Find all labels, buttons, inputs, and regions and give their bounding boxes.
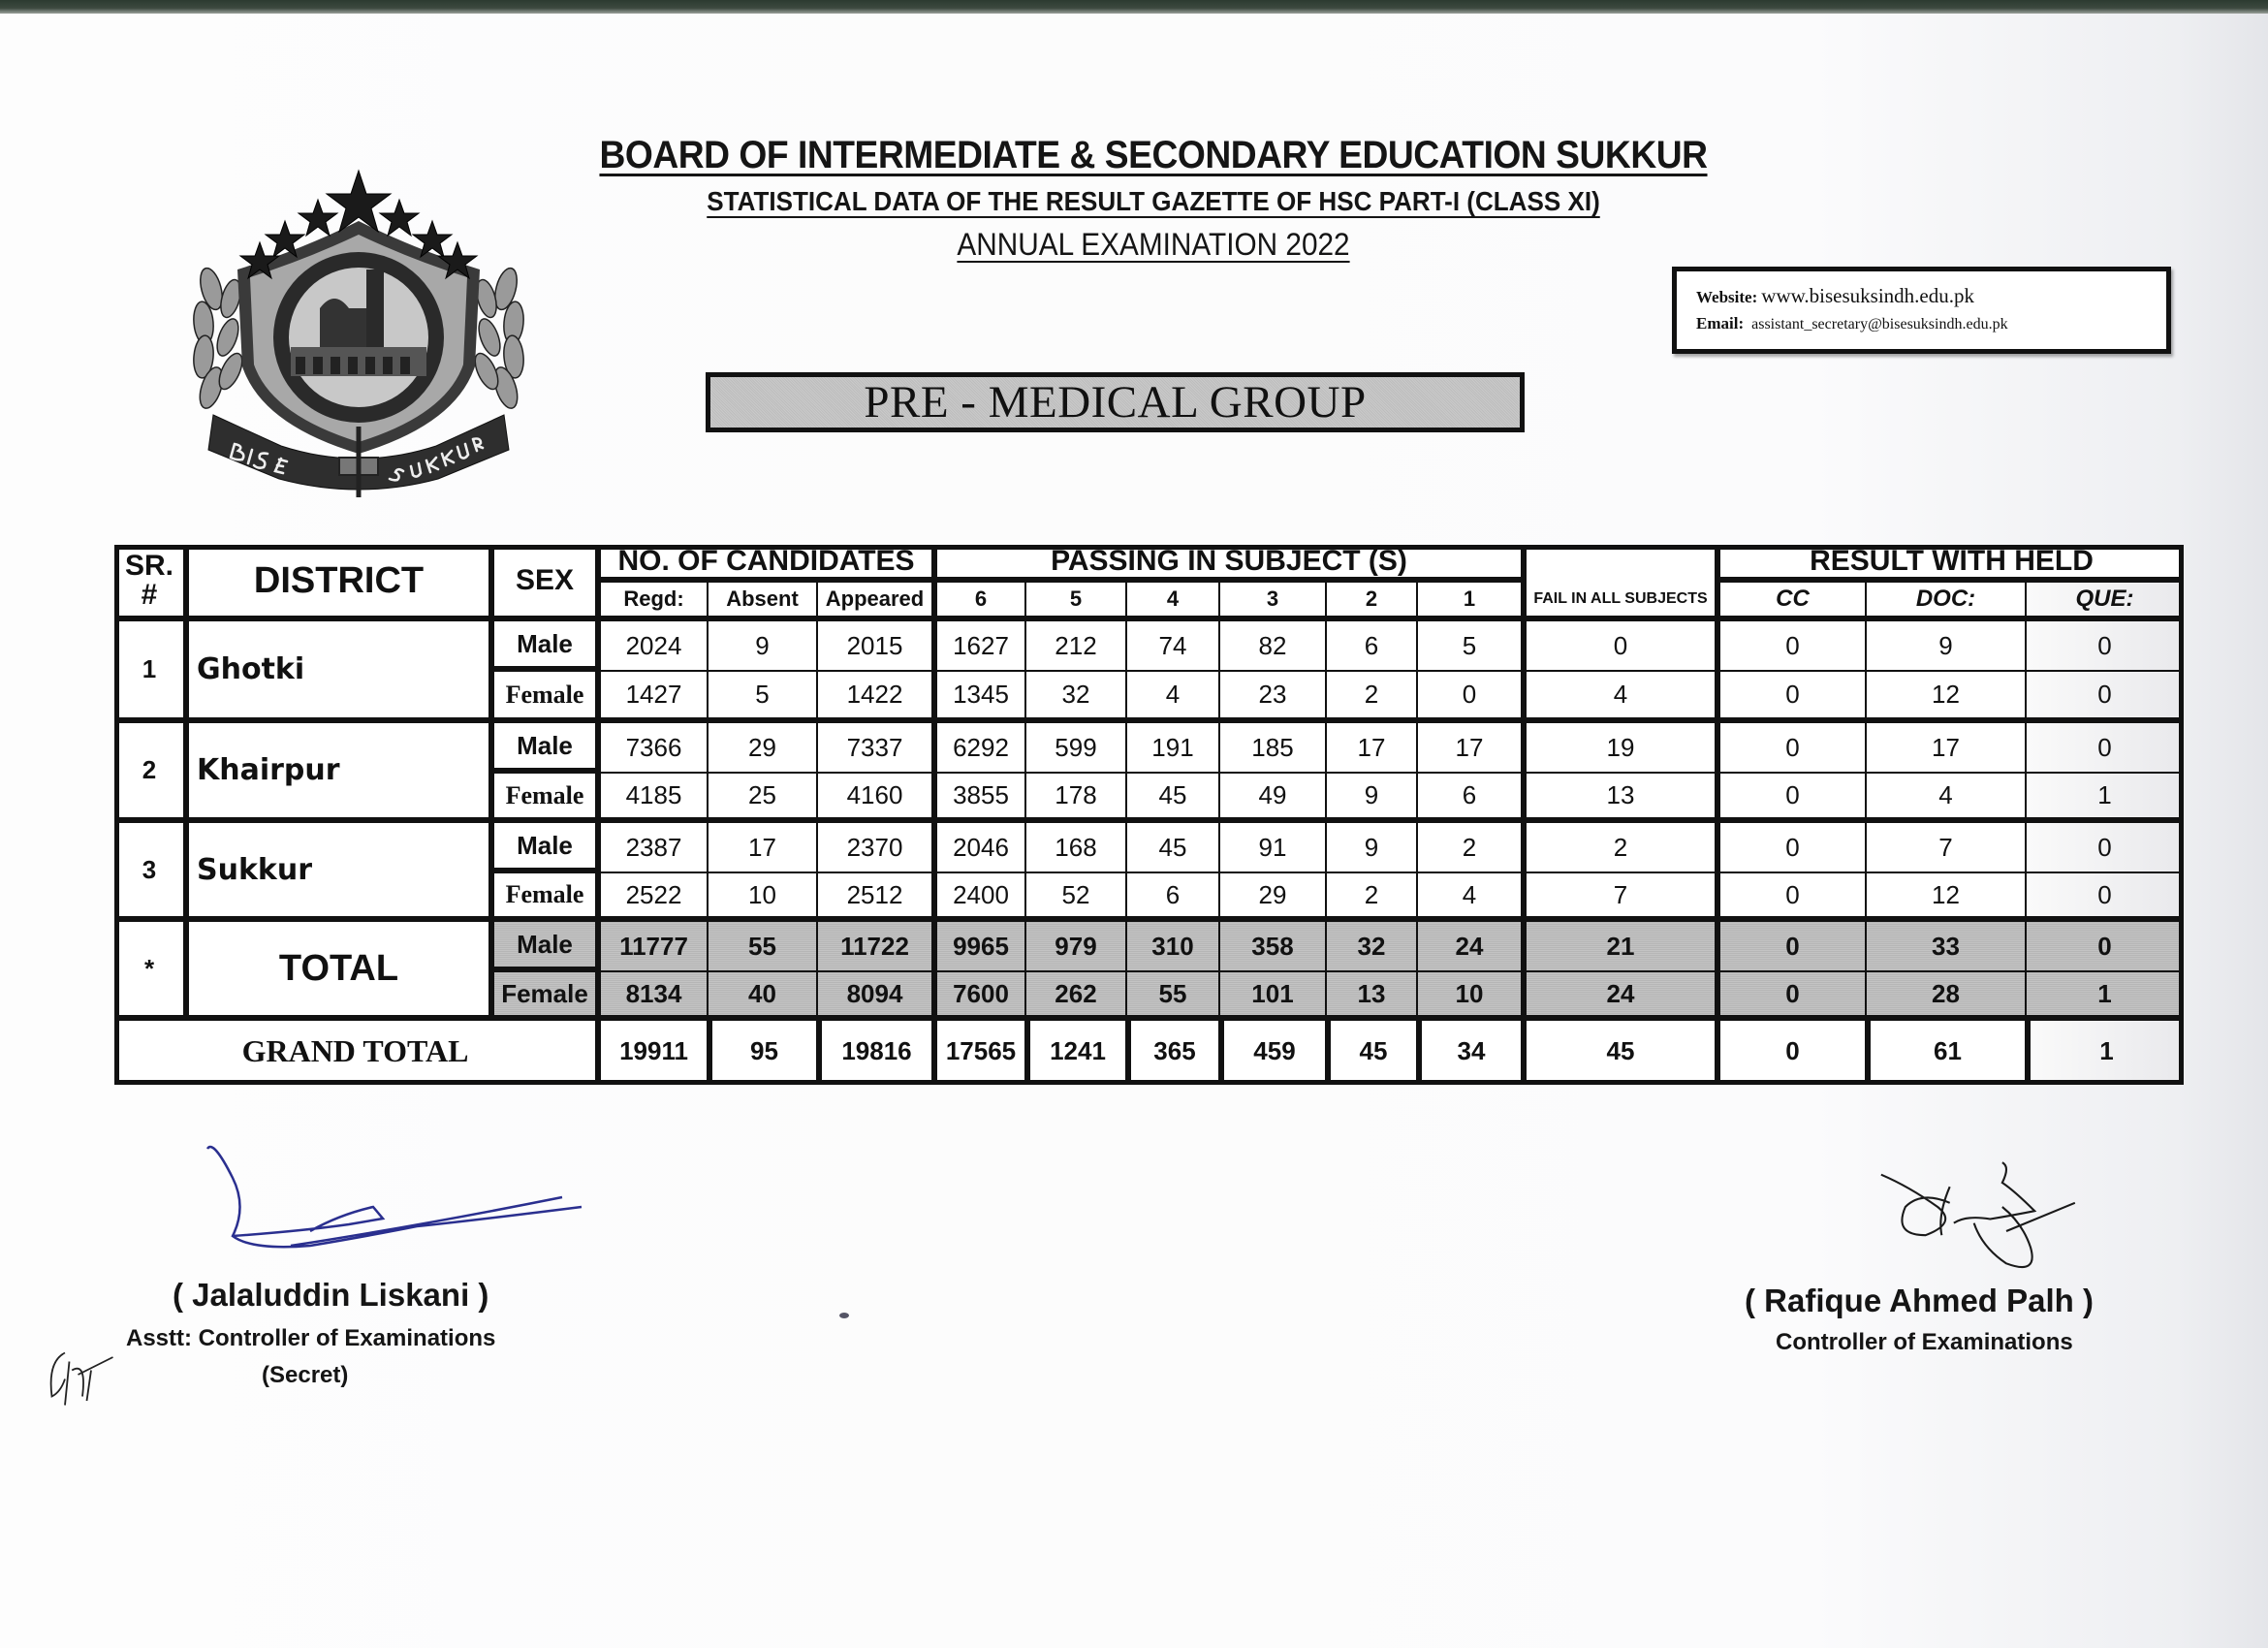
header-cc: CC <box>1716 582 1866 620</box>
que-cell: 0 <box>2026 722 2184 773</box>
passing-subject-1-cell: 24 <box>1417 921 1522 971</box>
passing-subject-6-cell: 7600 <box>932 971 1025 1020</box>
cc-cell: 0 <box>1716 722 1866 773</box>
passing-subject-2-cell: 2 <box>1326 671 1417 722</box>
regd-cell: 2522 <box>596 872 708 921</box>
passing-subject-3-cell: 82 <box>1219 620 1326 671</box>
passing-subject-6-cell: 2400 <box>932 872 1025 921</box>
que-cell: 0 <box>2026 822 2184 872</box>
passing-subject-5-cell: 599 <box>1025 722 1126 773</box>
passing-subject-3-cell: 101 <box>1219 971 1326 1020</box>
regd-cell: 11777 <box>596 921 708 971</box>
right-signatory-name: ( Rafique Ahmed Palh ) <box>1745 1283 2094 1318</box>
fail-cell: 4 <box>1522 671 1716 722</box>
total-label: TOTAL <box>184 921 489 1020</box>
board-title: BOARD OF INTERMEDIATE & SECONDARY EDUCATION SUKKUR <box>599 134 1708 176</box>
header-appeared: Appeared <box>817 582 932 620</box>
passing-subject-4-cell: 55 <box>1126 971 1219 1020</box>
grand-total-label: GRAND TOTAL <box>114 1020 596 1083</box>
header-district: DISTRICT <box>184 545 489 620</box>
fail-cell: 13 <box>1522 773 1716 822</box>
absent-cell: 5 <box>708 671 817 722</box>
doc-cell: 17 <box>1866 722 2026 773</box>
que-cell: 0 <box>2026 671 2184 722</box>
grand-passing-subject-5-cell: 1241 <box>1025 1020 1126 1083</box>
passing-subject-2-cell: 17 <box>1326 722 1417 773</box>
website-label: Website: <box>1696 288 1758 306</box>
document-subtitle: STATISTICAL DATA OF THE RESULT GAZETTE OF HSC PART-I (CLASS XI) <box>707 186 1600 216</box>
district-sr: 1 <box>114 620 184 722</box>
header-subject-3: 3 <box>1219 582 1326 620</box>
fail-cell: 2 <box>1522 822 1716 872</box>
header-subject-6: 6 <box>932 582 1025 620</box>
scan-edge-band <box>0 0 2268 14</box>
que-cell: 0 <box>2026 921 2184 971</box>
passing-subject-3-cell: 358 <box>1219 921 1326 971</box>
passing-subject-1-cell: 10 <box>1417 971 1522 1020</box>
regd-cell: 4185 <box>596 773 708 822</box>
passing-subject-4-cell: 45 <box>1126 822 1219 872</box>
passing-subject-4-cell: 191 <box>1126 722 1219 773</box>
header-sex: SEX <box>489 545 596 620</box>
header-passing: PASSING IN SUBJECT (S) <box>932 545 1522 582</box>
cc-cell: 0 <box>1716 921 1866 971</box>
passing-subject-6-cell: 2046 <box>932 822 1025 872</box>
fail-cell: 24 <box>1522 971 1716 1020</box>
grand-passing-subject-4-cell: 365 <box>1126 1020 1219 1083</box>
regd-cell: 7366 <box>596 722 708 773</box>
cc-cell: 0 <box>1716 671 1866 722</box>
appeared-cell: 11722 <box>817 921 932 971</box>
cc-cell: 0 <box>1716 971 1866 1020</box>
passing-subject-5-cell: 262 <box>1025 971 1126 1020</box>
cc-cell: 0 <box>1716 620 1866 671</box>
sex-cell: Male <box>489 620 596 671</box>
regd-cell: 8134 <box>596 971 708 1020</box>
cc-cell: 0 <box>1716 773 1866 822</box>
passing-subject-3-cell: 23 <box>1219 671 1326 722</box>
appeared-cell: 2370 <box>817 822 932 872</box>
header-doc: DOC: <box>1866 582 2026 620</box>
grand-que-cell: 1 <box>2026 1020 2184 1083</box>
absent-cell: 17 <box>708 822 817 872</box>
passing-subject-2-cell: 9 <box>1326 822 1417 872</box>
header-subject-5: 5 <box>1025 582 1126 620</box>
appeared-cell: 8094 <box>817 971 932 1020</box>
regd-cell: 2387 <box>596 822 708 872</box>
passing-subject-4-cell: 74 <box>1126 620 1219 671</box>
fail-cell: 0 <box>1522 620 1716 671</box>
bise-logo-icon <box>174 163 543 502</box>
header-candidates: NO. OF CANDIDATES <box>596 545 932 582</box>
scan-speck <box>839 1313 849 1318</box>
passing-subject-1-cell: 17 <box>1417 722 1522 773</box>
header-fail: FAIL IN ALL SUBJECTS <box>1522 545 1716 620</box>
grand-passing-subject-3-cell: 459 <box>1219 1020 1326 1083</box>
fail-cell: 7 <box>1522 872 1716 921</box>
passing-subject-2-cell: 13 <box>1326 971 1417 1020</box>
doc-cell: 12 <box>1866 671 2026 722</box>
passing-subject-6-cell: 1627 <box>932 620 1025 671</box>
cc-cell: 0 <box>1716 822 1866 872</box>
doc-cell: 4 <box>1866 773 2026 822</box>
appeared-cell: 4160 <box>817 773 932 822</box>
right-signature-icon <box>1837 1158 2127 1280</box>
district-name: Sukkur <box>184 822 489 921</box>
passing-subject-1-cell: 0 <box>1417 671 1522 722</box>
header-subject-2: 2 <box>1326 582 1417 620</box>
sex-cell: Female <box>489 773 596 822</box>
absent-cell: 10 <box>708 872 817 921</box>
sex-cell: Male <box>489 822 596 872</box>
left-signatory-title: Asstt: Controller of Examinations <box>126 1325 496 1351</box>
left-signature-icon <box>174 1139 601 1270</box>
passing-subject-4-cell: 310 <box>1126 921 1219 971</box>
appeared-cell: 2512 <box>817 872 932 921</box>
que-cell: 1 <box>2026 971 2184 1020</box>
passing-subject-2-cell: 9 <box>1326 773 1417 822</box>
passing-subject-6-cell: 1345 <box>932 671 1025 722</box>
grand-passing-subject-6-cell: 17565 <box>932 1020 1025 1083</box>
cc-cell: 0 <box>1716 872 1866 921</box>
grand-passing-subject-2-cell: 45 <box>1326 1020 1417 1083</box>
passing-subject-1-cell: 5 <box>1417 620 1522 671</box>
passing-subject-1-cell: 2 <box>1417 822 1522 872</box>
sex-cell: Male <box>489 722 596 773</box>
grand-regd-cell: 19911 <box>596 1020 708 1083</box>
fail-cell: 21 <box>1522 921 1716 971</box>
email-link[interactable]: assistant_secretary@bisesuksindh.edu.pk <box>1751 316 2008 333</box>
passing-subject-6-cell: 9965 <box>932 921 1025 971</box>
email-label: Email: <box>1696 314 1745 333</box>
passing-subject-1-cell: 4 <box>1417 872 1522 921</box>
district-name: Ghotki <box>184 620 489 722</box>
header-sr <box>114 545 184 620</box>
grand-passing-subject-1-cell: 34 <box>1417 1020 1522 1083</box>
passing-subject-6-cell: 3855 <box>932 773 1025 822</box>
appeared-cell: 7337 <box>817 722 932 773</box>
header-subject-1: 1 <box>1417 582 1522 620</box>
absent-cell: 25 <box>708 773 817 822</box>
doc-cell: 9 <box>1866 620 2026 671</box>
district-sr: 2 <box>114 722 184 822</box>
right-signatory-title: Controller of Examinations <box>1776 1329 2073 1355</box>
doc-cell: 33 <box>1866 921 2026 971</box>
header-sr-line2: # <box>141 579 158 611</box>
passing-subject-5-cell: 52 <box>1025 872 1126 921</box>
appeared-cell: 2015 <box>817 620 932 671</box>
passing-subject-4-cell: 4 <box>1126 671 1219 722</box>
header-subject-4: 4 <box>1126 582 1219 620</box>
passing-subject-3-cell: 29 <box>1219 872 1326 921</box>
doc-cell: 28 <box>1866 971 2026 1020</box>
initials-signature-icon <box>39 1343 126 1415</box>
group-banner: PRE - MEDICAL GROUP <box>706 372 1525 432</box>
passing-subject-6-cell: 6292 <box>932 722 1025 773</box>
fail-cell: 19 <box>1522 722 1716 773</box>
appeared-cell: 1422 <box>817 671 932 722</box>
passing-subject-1-cell: 6 <box>1417 773 1522 822</box>
header-que: QUE: <box>2026 582 2184 620</box>
passing-subject-2-cell: 2 <box>1326 872 1417 921</box>
grand-appeared-cell: 19816 <box>817 1020 932 1083</box>
website-link[interactable]: www.bisesuksindh.edu.pk <box>1761 284 1974 307</box>
passing-subject-4-cell: 6 <box>1126 872 1219 921</box>
header-absent: Absent <box>708 582 817 620</box>
district-sr: 3 <box>114 822 184 921</box>
grand-fail-cell: 45 <box>1522 1020 1716 1083</box>
sex-cell: Male <box>489 921 596 971</box>
passing-subject-5-cell: 212 <box>1025 620 1126 671</box>
passing-subject-5-cell: 979 <box>1025 921 1126 971</box>
passing-subject-4-cell: 45 <box>1126 773 1219 822</box>
header-regd: Regd: <box>596 582 708 620</box>
grand-absent-cell: 95 <box>708 1020 817 1083</box>
passing-subject-2-cell: 6 <box>1326 620 1417 671</box>
que-cell: 0 <box>2026 872 2184 921</box>
sex-cell: Female <box>489 872 596 921</box>
total-sr: * <box>114 921 184 1020</box>
left-signatory-name: ( Jalaluddin Liskani ) <box>173 1277 489 1313</box>
grand-cc-cell: 0 <box>1716 1020 1866 1083</box>
contact-box <box>1672 267 2171 354</box>
doc-cell: 7 <box>1866 822 2026 872</box>
sex-cell: Female <box>489 971 596 1020</box>
que-cell: 1 <box>2026 773 2184 822</box>
doc-cell: 12 <box>1866 872 2026 921</box>
grand-doc-cell: 61 <box>1866 1020 2026 1083</box>
header-sr-line1: SR. <box>124 550 173 582</box>
absent-cell: 40 <box>708 971 817 1020</box>
header-withheld: RESULT WITH HELD <box>1716 545 2184 582</box>
passing-subject-5-cell: 178 <box>1025 773 1126 822</box>
regd-cell: 1427 <box>596 671 708 722</box>
district-name: Khairpur <box>184 722 489 822</box>
absent-cell: 29 <box>708 722 817 773</box>
passing-subject-5-cell: 32 <box>1025 671 1126 722</box>
passing-subject-3-cell: 49 <box>1219 773 1326 822</box>
passing-subject-3-cell: 91 <box>1219 822 1326 872</box>
exam-title: ANNUAL EXAMINATION 2022 <box>957 227 1350 262</box>
passing-subject-5-cell: 168 <box>1025 822 1126 872</box>
absent-cell: 55 <box>708 921 817 971</box>
que-cell: 0 <box>2026 620 2184 671</box>
sex-cell: Female <box>489 671 596 722</box>
passing-subject-2-cell: 32 <box>1326 921 1417 971</box>
regd-cell: 2024 <box>596 620 708 671</box>
left-signatory-note: (Secret) <box>262 1362 349 1388</box>
passing-subject-3-cell: 185 <box>1219 722 1326 773</box>
absent-cell: 9 <box>708 620 817 671</box>
